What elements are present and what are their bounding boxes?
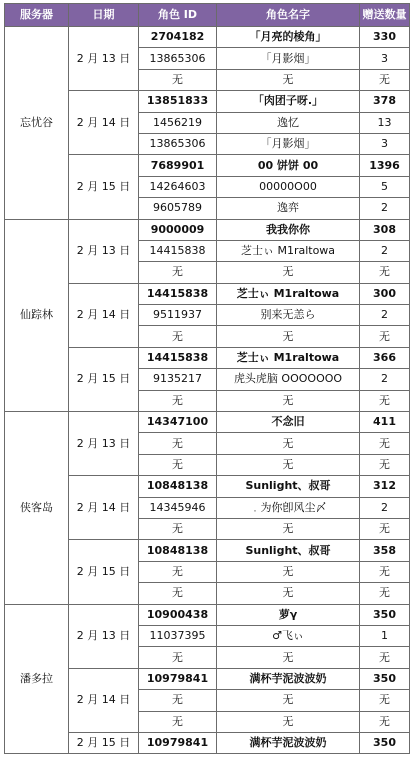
gift-count-cell: 无	[360, 390, 410, 411]
role-name-cell: 无	[217, 262, 360, 283]
role-id-cell: 14415838	[139, 283, 217, 304]
table-body	[5, 27, 410, 754]
table-row	[5, 412, 410, 433]
role-id-cell: 无	[139, 69, 217, 90]
role-id-cell: 14345946	[139, 497, 217, 518]
header-date: 日期	[69, 4, 139, 27]
date-cell: 2 月 15 日	[69, 155, 139, 219]
role-name-cell: 无	[217, 326, 360, 347]
role-id-cell: 13865306	[139, 133, 217, 154]
role-id-cell: 无	[139, 583, 217, 604]
role-id-cell: 无	[139, 326, 217, 347]
role-id-cell: 10979841	[139, 668, 217, 689]
date-cell: 2 月 14 日	[69, 283, 139, 347]
role-name-cell: Sunlight、叔哥	[217, 540, 360, 561]
role-id-cell: 无	[139, 262, 217, 283]
table-row	[5, 604, 410, 625]
gift-count-cell: 358	[360, 540, 410, 561]
date-cell: 2 月 15 日	[69, 540, 139, 604]
role-id-cell: 无	[139, 711, 217, 732]
role-id-cell: 1456219	[139, 112, 217, 133]
role-name-cell: 芝士ぃ M1raltowa	[217, 347, 360, 368]
role-name-cell: 「肉团子呀.」	[217, 91, 360, 112]
gift-count-cell: 300	[360, 283, 410, 304]
role-name-cell: 无	[217, 433, 360, 454]
gift-count-cell: 2	[360, 369, 410, 390]
server-cell: 仙踪林	[5, 219, 69, 412]
server-cell: 侠客岛	[5, 412, 69, 605]
gift-count-cell: 无	[360, 454, 410, 475]
header-role-id: 角色 ID	[139, 4, 217, 27]
server-cell: 潘多拉	[5, 604, 69, 754]
gift-count-cell: 350	[360, 668, 410, 689]
gift-count-cell: 无	[360, 561, 410, 582]
gift-count-cell: 2	[360, 497, 410, 518]
gift-count-cell: 312	[360, 476, 410, 497]
role-id-cell: 9000009	[139, 219, 217, 240]
date-cell: 2 月 13 日	[69, 27, 139, 91]
role-id-cell: 9605789	[139, 198, 217, 219]
role-name-cell: 逸弈	[217, 198, 360, 219]
role-id-cell: 13865306	[139, 48, 217, 69]
role-name-cell: 萝γ	[217, 604, 360, 625]
role-name-cell: 无	[217, 454, 360, 475]
role-name-cell: 「月影烟」	[217, 48, 360, 69]
role-name-cell: 00 饼饼 00	[217, 155, 360, 176]
role-name-cell: 无	[217, 647, 360, 668]
role-name-cell: ﹒为你卽风尘〆	[217, 497, 360, 518]
role-name-cell: 无	[217, 69, 360, 90]
date-cell: 2 月 14 日	[69, 91, 139, 155]
role-id-cell: 14347100	[139, 412, 217, 433]
header-role-name: 角色名字	[217, 4, 360, 27]
role-id-cell: 9511937	[139, 305, 217, 326]
role-id-cell: 14415838	[139, 347, 217, 368]
gift-count-cell: 330	[360, 27, 410, 48]
role-name-cell: 「月影烟」	[217, 133, 360, 154]
role-name-cell: 虎头虎脑 OOOOOOO	[217, 369, 360, 390]
date-cell: 2 月 15 日	[69, 732, 139, 753]
gift-count-cell: 378	[360, 91, 410, 112]
gift-count-cell: 无	[360, 690, 410, 711]
gift-count-cell: 无	[360, 326, 410, 347]
gift-count-cell: 350	[360, 732, 410, 753]
gift-count-cell: 无	[360, 433, 410, 454]
role-name-cell: 满杯芋泥波波奶	[217, 732, 360, 753]
gift-count-cell: 3	[360, 48, 410, 69]
gift-count-cell: 350	[360, 604, 410, 625]
gift-count-cell: 308	[360, 219, 410, 240]
role-id-cell: 10848138	[139, 540, 217, 561]
role-id-cell: 14264603	[139, 176, 217, 197]
role-name-cell: ♂飞ぃ	[217, 625, 360, 646]
gift-count-cell: 366	[360, 347, 410, 368]
role-name-cell: 不念旧	[217, 412, 360, 433]
gift-count-cell: 2	[360, 240, 410, 261]
gift-count-cell: 2	[360, 198, 410, 219]
gift-count-cell: 13	[360, 112, 410, 133]
date-cell: 2 月 15 日	[69, 347, 139, 411]
gift-count-cell: 无	[360, 262, 410, 283]
role-id-cell: 无	[139, 690, 217, 711]
header-gift-count: 赠送数量	[360, 4, 410, 27]
role-id-cell: 无	[139, 647, 217, 668]
gift-count-cell: 5	[360, 176, 410, 197]
role-id-cell: 11037395	[139, 625, 217, 646]
header-row	[5, 4, 410, 27]
gift-count-cell: 1396	[360, 155, 410, 176]
role-name-cell: 无	[217, 690, 360, 711]
role-id-cell: 无	[139, 518, 217, 539]
role-name-cell: 我我你你	[217, 219, 360, 240]
role-id-cell: 14415838	[139, 240, 217, 261]
role-id-cell: 13851833	[139, 91, 217, 112]
role-name-cell: 芝士ぃ M1raltowa	[217, 283, 360, 304]
role-name-cell: 「月亮的棱角」	[217, 27, 360, 48]
role-name-cell: 别来无恙ら	[217, 305, 360, 326]
gift-count-cell: 无	[360, 583, 410, 604]
server-cell: 忘忧谷	[5, 27, 69, 220]
role-id-cell: 10848138	[139, 476, 217, 497]
role-name-cell: 无	[217, 390, 360, 411]
role-name-cell: 逸忆	[217, 112, 360, 133]
role-id-cell: 无	[139, 454, 217, 475]
role-name-cell: 无	[217, 583, 360, 604]
role-id-cell: 10979841	[139, 732, 217, 753]
role-id-cell: 10900438	[139, 604, 217, 625]
role-id-cell: 7689901	[139, 155, 217, 176]
role-name-cell: 无	[217, 518, 360, 539]
date-cell: 2 月 13 日	[69, 219, 139, 283]
gift-table	[4, 3, 410, 754]
role-id-cell: 无	[139, 390, 217, 411]
date-cell: 2 月 14 日	[69, 476, 139, 540]
role-id-cell: 2704182	[139, 27, 217, 48]
role-name-cell: 芝士ぃ M1raltowa	[217, 240, 360, 261]
role-name-cell: Sunlight、叔哥	[217, 476, 360, 497]
table-row	[5, 219, 410, 240]
role-id-cell: 无	[139, 433, 217, 454]
gift-count-cell: 411	[360, 412, 410, 433]
role-name-cell: 无	[217, 711, 360, 732]
date-cell: 2 月 13 日	[69, 412, 139, 476]
date-cell: 2 月 13 日	[69, 604, 139, 668]
header-server: 服务器	[5, 4, 69, 27]
gift-count-cell: 2	[360, 305, 410, 326]
role-name-cell: 满杯芋泥波波奶	[217, 668, 360, 689]
role-name-cell: 00000O00	[217, 176, 360, 197]
gift-count-cell: 无	[360, 69, 410, 90]
role-name-cell: 无	[217, 561, 360, 582]
gift-count-cell: 3	[360, 133, 410, 154]
gift-count-cell: 无	[360, 647, 410, 668]
table-row	[5, 27, 410, 48]
role-id-cell: 无	[139, 561, 217, 582]
role-id-cell: 9135217	[139, 369, 217, 390]
gift-count-cell: 无	[360, 711, 410, 732]
date-cell: 2 月 14 日	[69, 668, 139, 732]
gift-count-cell: 1	[360, 625, 410, 646]
gift-count-cell: 无	[360, 518, 410, 539]
